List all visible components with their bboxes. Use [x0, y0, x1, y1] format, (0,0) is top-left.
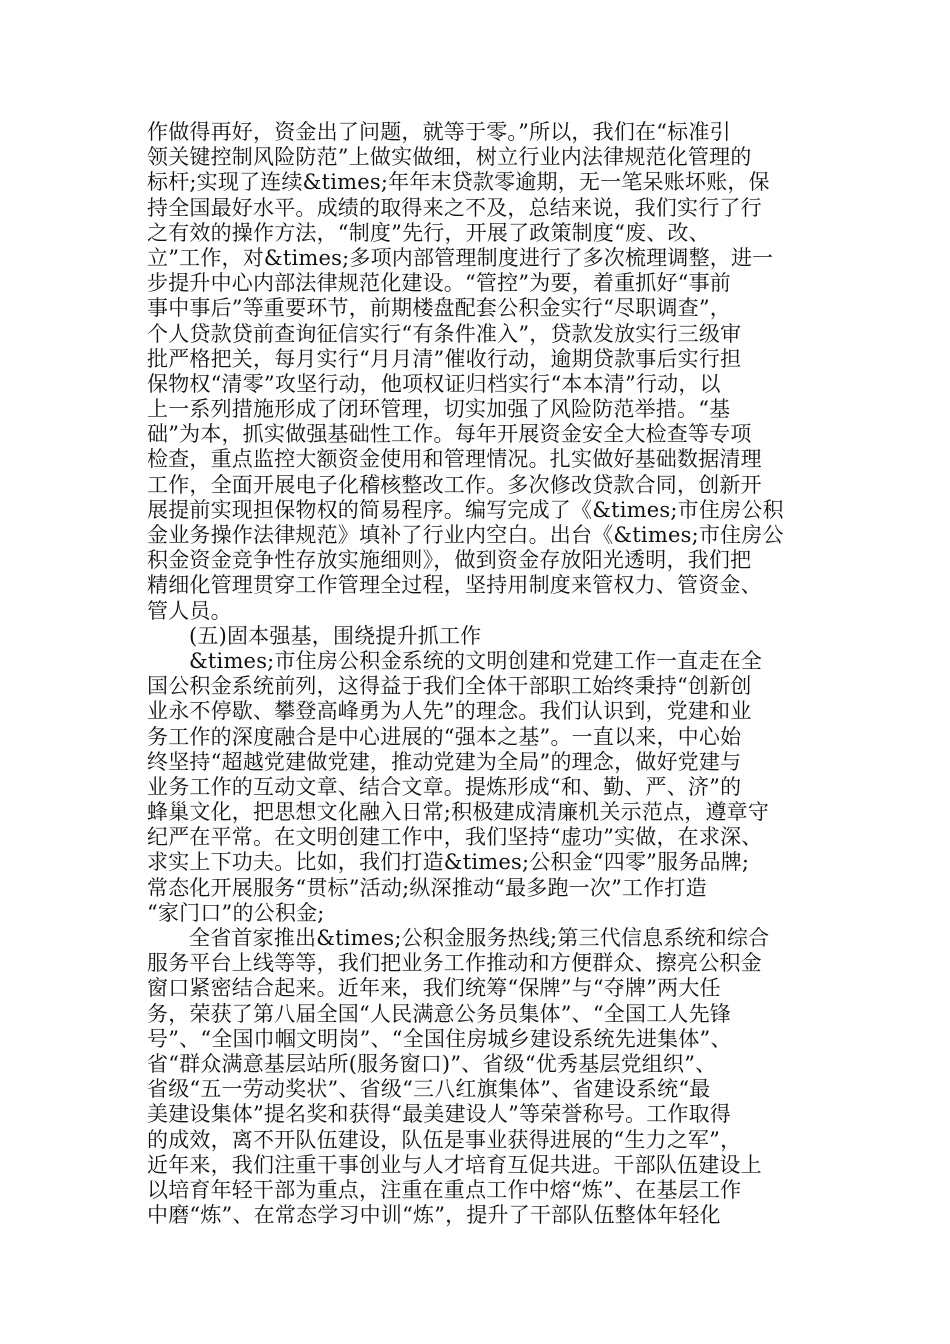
- text-line: 事中事后”等重要环节，前期楼盘配套公积金实行“尽职调查”，: [147, 296, 732, 321]
- text-line: 国公积金系统前列，这得益于我们全体干部职工始终秉持“创新创: [147, 674, 752, 699]
- text-line: 标杆;实现了连续&times;年年末贷款零逾期，无一笔呆账坏账，保: [147, 170, 770, 195]
- body-text: [147, 120, 812, 1228]
- text-line: 持全国最好水平。成绩的取得来之不及，总结来说，我们实行了行: [147, 195, 762, 220]
- text-line: 服务平台上线等等，我们把业务工作推动和方便群众、擦亮公积金: [147, 951, 762, 976]
- text-line: 业永不停歇、攀登高峰勇为人先”的理念。我们认识到，党建和业: [147, 699, 752, 724]
- text-line: 业务工作的互动文章、结合文章。提炼形成“和、勤、严、济”的: [147, 774, 742, 799]
- text-line: 检查，重点监控大额资金使用和管理情况。扎实做好基础数据清理: [147, 447, 762, 472]
- text-line: 展提前实现担保物权的简易程序。编写完成了《&times;市住房公积: [147, 497, 784, 522]
- text-line: 全省首家推出&times;公积金服务热线;第三代信息系统和综合: [189, 926, 770, 950]
- text-line: 作做得再好，资金出了问题，就等于零。”所以，我们在“标准引: [147, 120, 731, 144]
- text-line: 蜂巢文化，把思想文化融入日常;积极建成清廉机关示范点，遵章守: [147, 800, 770, 825]
- text-line: 省“群众满意基层站所(服务窗口)”、省级“优秀基层党组织”、: [147, 1051, 717, 1076]
- text-line: 个人贷款贷前查询征信实行“有条件准入”，贷款发放实行三级审: [147, 321, 742, 346]
- text-line: 纪严在平常。在文明创建工作中，我们坚持“虚功”实做，在求深、: [147, 825, 763, 850]
- text-line: 务工作的深度融合是中心进展的“强本之基”。一直以来，中心始: [147, 724, 742, 749]
- text-line: 常态化开展服务“贯标”活动;纵深推动“最多跑一次”工作打造: [147, 875, 707, 900]
- text-line: 近年来，我们注重干事创业与人才培育互促共进。干部队伍建设上: [147, 1152, 762, 1177]
- text-line: 美建设集体”提名奖和获得“最美建设人”等荣誉称号。工作取得: [147, 1102, 732, 1127]
- text-line: 号”、“全国巾帼文明岗”、“全国住房城乡建设系统先进集体”、: [147, 1026, 732, 1051]
- text-line: 以培育年轻干部为重点，注重在重点工作中熔“炼”、在基层工作: [147, 1177, 742, 1202]
- text-line: 精细化管理贯穿工作管理全过程，坚持用制度来管权力、管资金、: [147, 573, 762, 598]
- text-line: &times;市住房公积金系统的文明创建和党建工作一直走在全: [189, 648, 763, 673]
- text-line: 批严格把关，每月实行“月月清”催收行动，逾期贷款事后实行担: [147, 346, 742, 371]
- text-line: 终坚持“超越党建做党建，推动党建为全局”的理念，做好党建与: [147, 749, 742, 774]
- text-line: 窗口紧密结合起来。近年来，我们统筹“保牌”与“夺牌”两大任: [147, 976, 721, 1001]
- text-line: (五)固本强基，围绕提升抓工作: [189, 623, 482, 648]
- text-line: 省级“五一劳动奖状”、省级“三八红旗集体”、省建设系统“最: [147, 1077, 711, 1102]
- text-line: 积金资金竞争性存放实施细则》，做到资金存放阳光透明，我们把: [147, 548, 752, 573]
- text-line: 上一系列措施形成了闭环管理，切实加强了风险防范举措。“基: [147, 397, 731, 422]
- text-line: 求实上下功夫。比如，我们打造&times;公积金“四零”服务品牌;: [147, 850, 750, 875]
- text-line: 步提升中心内部法律规范化建设。“管控”为要，着重抓好“事前: [147, 271, 732, 296]
- text-line: “家门口”的公积金;: [147, 900, 325, 925]
- text-line: 立”工作，对&times;多项内部管理制度进行了多次梳理调整，进一: [147, 245, 774, 270]
- text-line: 工作，全面开展电子化稽核整改工作。多次修改贷款合同，创新开: [147, 472, 762, 497]
- text-line: 之有效的操作方法，“制度”先行，开展了政策制度“废、改、: [147, 220, 710, 245]
- text-line: 领关键控制风险防范”上做实做细，树立行业内法律规范化管理的: [147, 145, 752, 170]
- text-line: 务，荣获了第八届全国“人民满意公务员集体”、“全国工人先锋: [147, 1001, 732, 1026]
- text-line: 管人员。: [147, 598, 232, 623]
- text-line: 中磨“炼”、在常态学习中训“炼”，提升了干部队伍整体年轻化: [147, 1203, 721, 1228]
- text-line: 保物权“清零”攻坚行动，他项权证归档实行“本本清”行动，以: [147, 371, 721, 396]
- text-line: 础”为本，抓实做强基础性工作。每年开展资金安全大检查等专项: [147, 422, 752, 447]
- text-line: 的成效，离不开队伍建设，队伍是事业获得进展的“生力之军”，: [147, 1127, 742, 1152]
- text-line: 金业务操作法律规范》填补了行业内空白。出台《&times;市住房公: [147, 523, 784, 547]
